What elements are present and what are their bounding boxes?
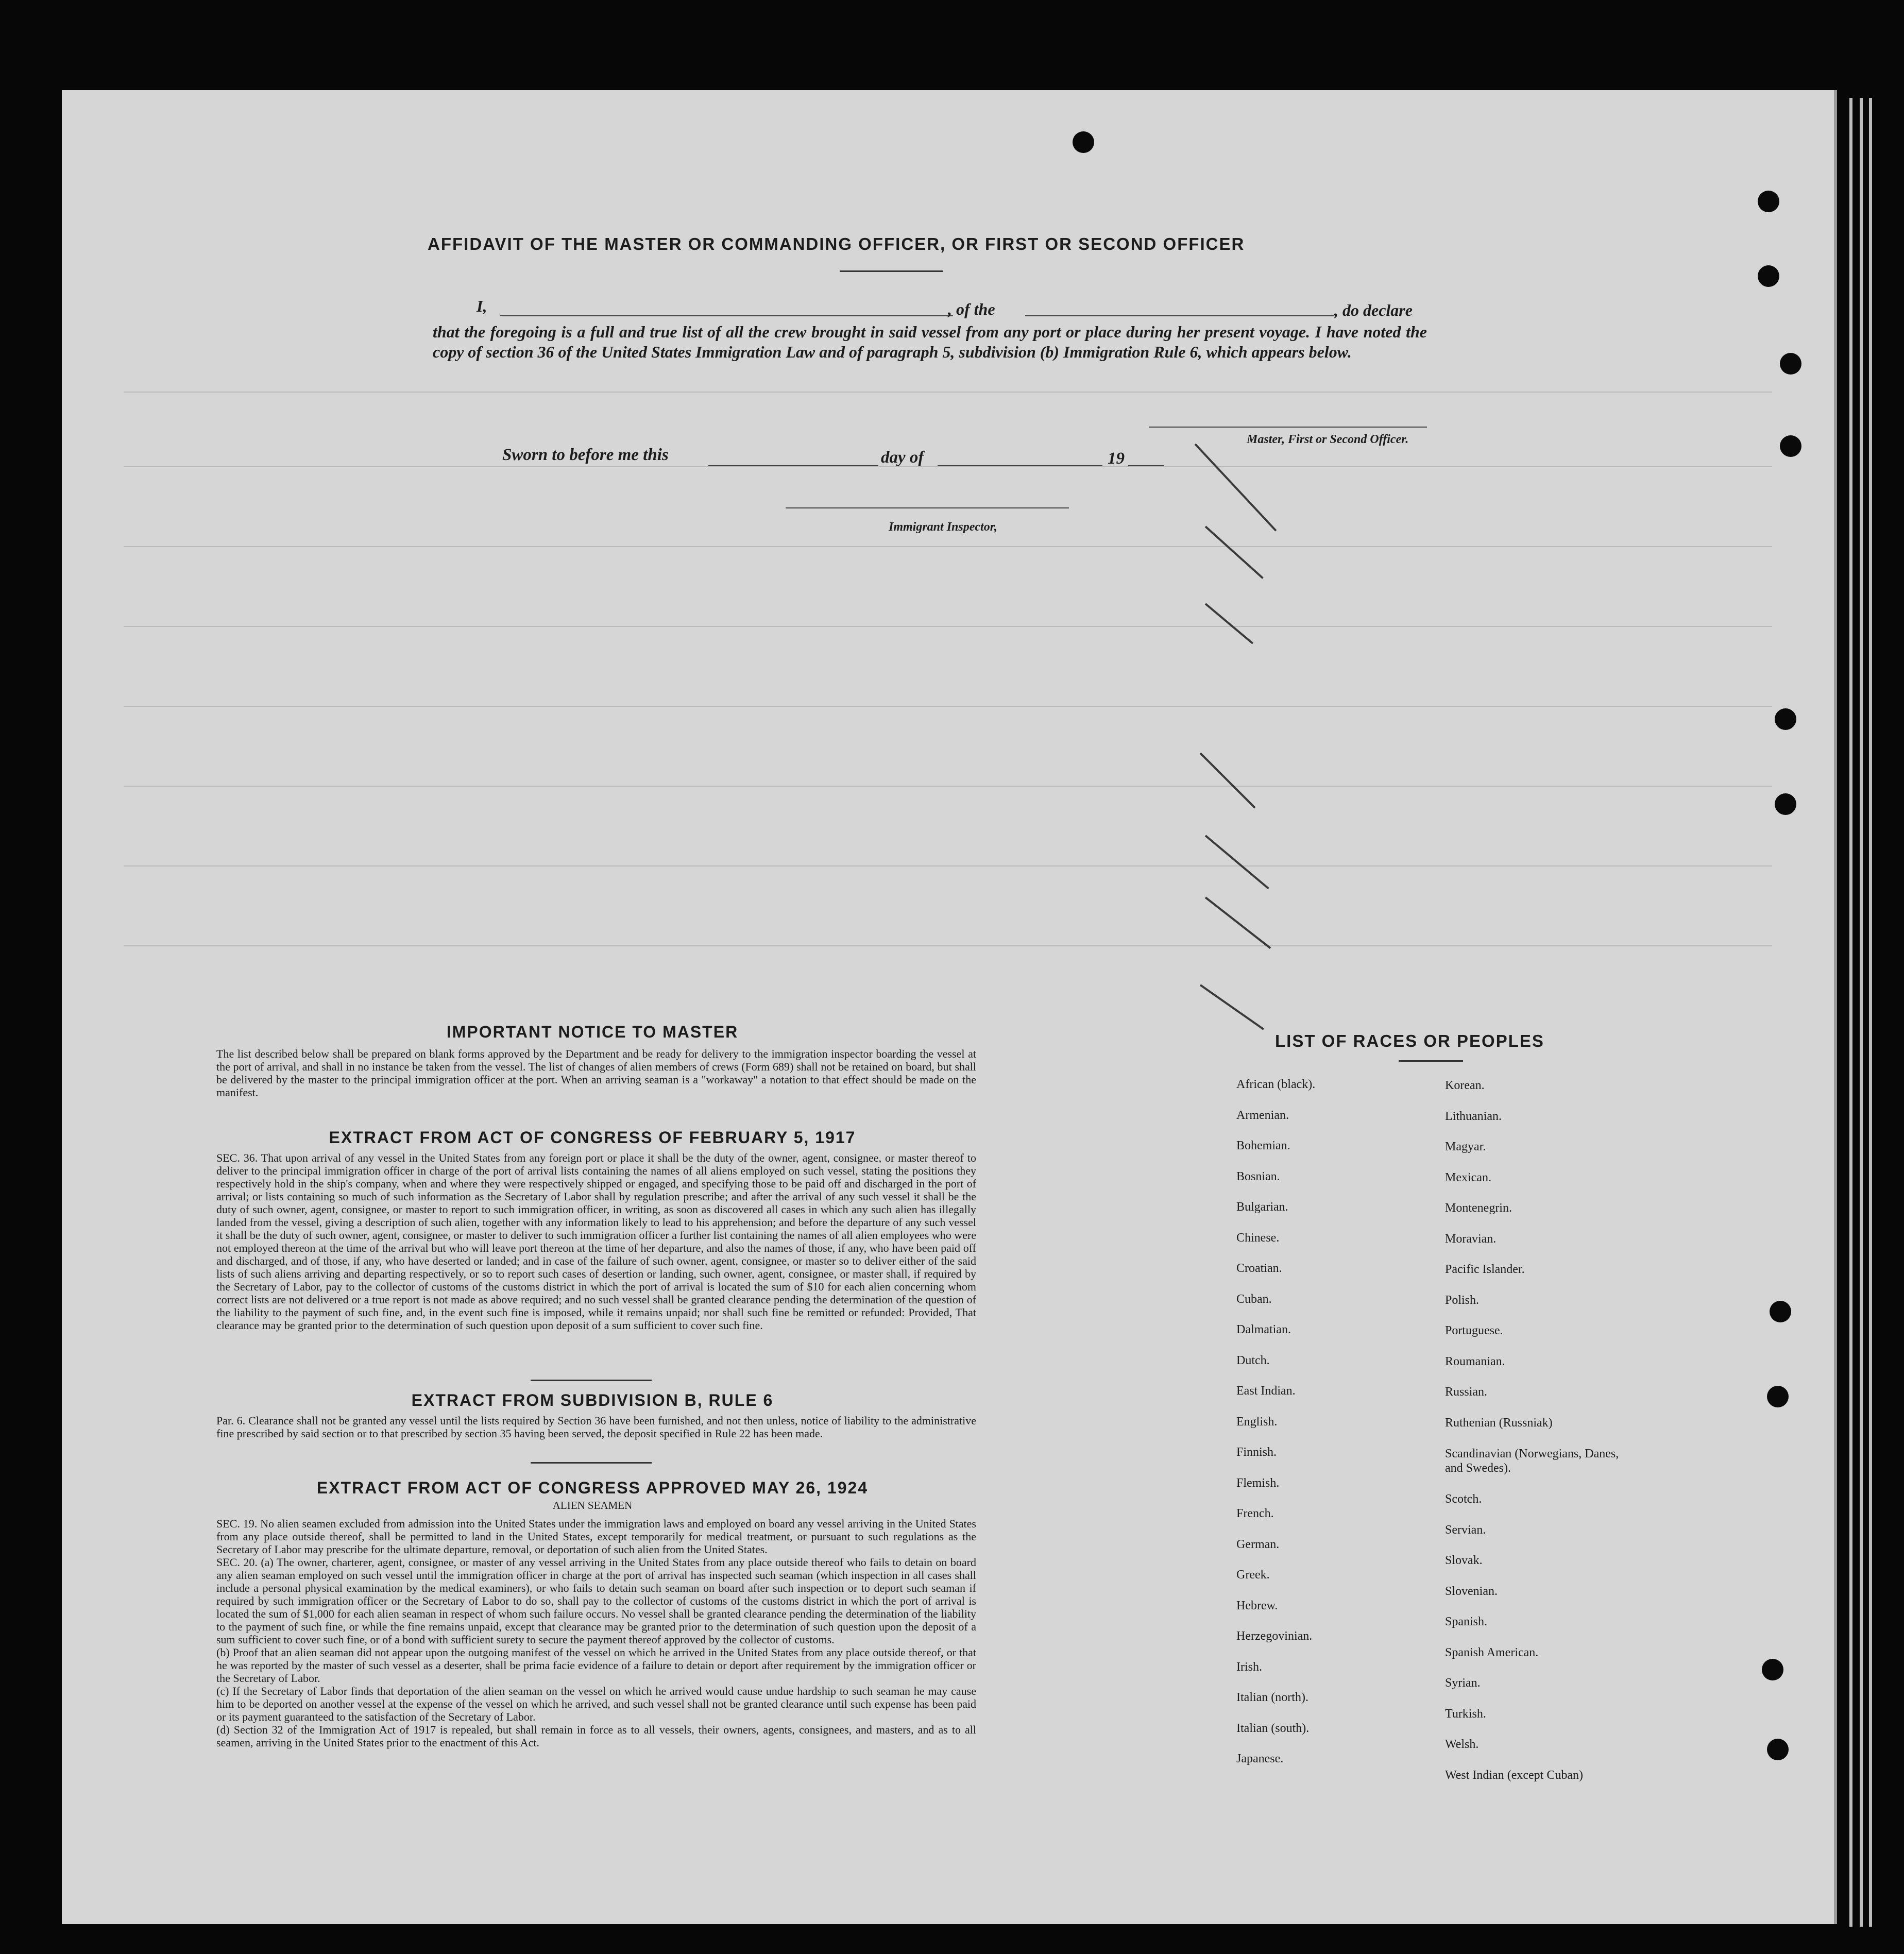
- race-item: Irish.: [1236, 1660, 1262, 1674]
- binder-hole: [1775, 793, 1796, 815]
- races-title-rule: [1399, 1060, 1463, 1062]
- race-item: West Indian (except Cuban): [1445, 1768, 1583, 1782]
- race-item: Turkish.: [1445, 1707, 1486, 1721]
- race-item: Pacific Islander.: [1445, 1263, 1525, 1276]
- inspector-signature-field[interactable]: [786, 507, 1069, 508]
- sworn-day-field[interactable]: [708, 465, 878, 466]
- binder-hole: [1767, 1386, 1789, 1407]
- race-item: Montenegrin.: [1445, 1201, 1512, 1215]
- bleed-through-line: [124, 945, 1772, 946]
- race-item: Scandinavian (Norwegians, Danes, and Swedes).: [1445, 1447, 1619, 1475]
- race-item: Chinese.: [1236, 1231, 1280, 1245]
- master-signature-field[interactable]: [1149, 427, 1427, 428]
- race-item: Slovenian.: [1445, 1584, 1498, 1598]
- races-left-column: [1236, 1078, 1422, 1783]
- race-item: Welsh.: [1445, 1738, 1479, 1751]
- alien-seamen-subtitle: ALIEN SEAMEN: [552, 1499, 633, 1511]
- binder-hole: [1775, 708, 1796, 730]
- race-item: Portuguese.: [1445, 1324, 1503, 1337]
- race-item: Moravian.: [1445, 1232, 1497, 1246]
- binder-hole: [1073, 131, 1094, 153]
- race-item: Korean.: [1445, 1079, 1485, 1092]
- sec20b-paragraph: (b) Proof that an alien seaman did not appear upon the outgoing manifest of the vessel on which he arrived in the United States from any place outside thereof, or that he was reported by the master of such vessel as a deserter, shall be prima facie evidence of a failure to detain or deport after requirement by the immigration officer or the Secretary of Labor.: [216, 1646, 976, 1685]
- binder-hole: [1780, 435, 1801, 457]
- races-title: LIST OF RACES OR PEOPLES: [1275, 1031, 1544, 1050]
- race-item: Bosnian.: [1236, 1169, 1280, 1183]
- race-item: Magyar.: [1445, 1140, 1486, 1153]
- declarant-name-field[interactable]: [500, 315, 953, 316]
- race-item: Mexican.: [1445, 1170, 1491, 1184]
- race-item: East Indian.: [1236, 1384, 1296, 1398]
- binder-hole: [1758, 191, 1779, 212]
- race-item: Croatian.: [1236, 1262, 1282, 1275]
- declarant-label: I,: [477, 297, 487, 315]
- affidavit-body: that the foregoing is a full and true list of all the crew brought in said vessel from any port or place during her present voyage. I have noted the copy of section 36 of the United States Immigration Law and of paragraph 5, subdivision (b) Immigration Rule 6, which appears below.: [433, 322, 1427, 361]
- race-item: Italian (north).: [1236, 1691, 1308, 1704]
- race-item: Dutch.: [1236, 1353, 1270, 1367]
- binder-hole: [1762, 1659, 1783, 1680]
- day-of-label: day of: [881, 448, 924, 467]
- race-item: Bohemian.: [1236, 1139, 1290, 1152]
- rule6-title: EXTRACT FROM SUBDIVISION B, RULE 6: [411, 1391, 774, 1409]
- race-item: Greek.: [1236, 1568, 1270, 1582]
- year-label: 19: [1108, 449, 1125, 468]
- race-item: French.: [1236, 1507, 1274, 1520]
- bleed-through-line: [124, 626, 1772, 627]
- binder-hole: [1758, 265, 1779, 287]
- extract-1924-title: EXTRACT FROM ACT OF CONGRESS APPROVED MAY 26, 1924: [316, 1479, 869, 1497]
- section-divider: [531, 1380, 652, 1381]
- race-item: Servian.: [1445, 1523, 1486, 1537]
- race-item: Syrian.: [1445, 1676, 1481, 1690]
- bleed-through-line: [124, 392, 1772, 393]
- race-item: German.: [1236, 1537, 1280, 1551]
- extract-1917-title: EXTRACT FROM ACT OF CONGRESS OF FEBRUARY 5, 1917: [329, 1128, 856, 1147]
- bleed-through-line: [124, 706, 1772, 707]
- sec20a-paragraph: SEC. 20. (a) The owner, charterer, agent, consignee, or master of any vessel arriving in the United States from any place outside thereof who fails to detain on board any alien seaman employed on such vessel until the immigration officer in charge at the port of arrival has inspected such seaman (which inspection in all cases shall include a personal physical examination by the medical examiners), or who fails to detain such seaman on board after such inspection or to deport such seaman if required by such immigration officer or the Secretary of Labor to do so, shall pay to the collector of customs of the customs district in which the port of arrival is located the sum of $1,000 for each alien seaman in respect of whom such failure occurs. No vessel shall be granted clearance pending the determination of the liability to the payment of such fine, or while the fine remains unpaid, except that clearance may be granted prior to the determination of such question upon the deposit of a sum sufficient to cover such fine, or of a bond with sufficient surety to secure the payment thereof approved by the collector of customs.: [216, 1556, 976, 1646]
- race-item: Japanese.: [1236, 1752, 1284, 1765]
- race-item: Slovak.: [1445, 1554, 1483, 1567]
- race-item: Hebrew.: [1236, 1599, 1278, 1612]
- race-item: Bulgarian.: [1236, 1200, 1288, 1214]
- race-item: Roumanian.: [1445, 1354, 1505, 1368]
- race-item: English.: [1236, 1415, 1278, 1429]
- sec19-paragraph: SEC. 19. No alien seamen excluded from admission into the United States under the immigration laws and employed on board any vessel arriving in the United States from any place outside thereof, shall be permitted to land in the United States, except temporarily for medical treatment, or pursuant to such regulations as the Secretary of Labor may prescribe for the ultimate departure, removal, or deportation of such alien from the United States.: [216, 1517, 976, 1556]
- sec20d-paragraph: (d) Section 32 of the Immigration Act of 1917 is repealed, but shall remain in force as to all vessels, their owners, agents, consignees, and masters, and as to all seamen, arriving in the United States prior to the enactment of this Act.: [216, 1723, 976, 1749]
- race-item: Polish.: [1445, 1293, 1480, 1307]
- extract-1917-body: SEC. 36. That upon arrival of any vessel in the United States from any foreign port or place it shall be the duty of the owner, agent, consignee, or master thereof to deliver to the principal immigration officer in charge of the port of arrival lists containing the names of all aliens employed on such vessel, stating the positions they respectively hold in the ship's company, when and where they were respectively shipped or engaged, and specifying those to be paid off and discharged in the port of arrival; or lists containing so much of such information as the Secretary of Labor shall by regulation prescribe; and after the arrival of any such vessel it shall be the duty of such owner, agent, consignee, or master to report to such immigration officer, in writing, as soon as discovered all cases in which any such alien has illegally landed from the vessel, giving a description of such alien, together with any information likely to lead to his apprehension; and before the departure of any such vessel it shall be the duty of such owner, agent, consignee, or master to deliver to such immigration officer a further list containing the names of all alien employees who were not employed thereon at the time of the arrival but who will leave port thereon at the time of her departure, and also the names of those, if any, who have been paid off and discharged, and of those, if any, who have deserted or landed; and in case of the failure of such owner, agent, consignee, or master so to deliver either of the said lists of such aliens arriving and departing respectively, or so to report such cases of desertion or landing, such owner, agent, consignee, or master shall, if required by the Secretary of Labor, pay to the collector of customs of the customs district in which the port of arrival is located the sum of $10 for each alien concerning whom correct lists are not delivered or a true report is not made as above required; and no such vessel shall be granted clearance pending the determination of the question of the liability to the payment of such fine, and, in the event such fine is imposed, while it remains unpaid; nor shall such fine be remitted or refunded: Provided, That clearance may be granted prior to the determination of such question upon deposit of a sum sufficient to cover such fine.: [216, 1151, 976, 1332]
- sworn-year-field[interactable]: [1128, 465, 1164, 466]
- race-item: Cuban.: [1236, 1292, 1272, 1306]
- race-item: Russian.: [1445, 1385, 1488, 1399]
- race-item: Flemish.: [1236, 1476, 1280, 1490]
- bleed-through-line: [124, 466, 1772, 467]
- binder-hole: [1780, 353, 1801, 375]
- race-item: Spanish American.: [1445, 1645, 1539, 1659]
- race-item: Spanish.: [1445, 1615, 1488, 1628]
- races-right-column: [1445, 1079, 1636, 1799]
- bleed-through-line: [124, 546, 1772, 547]
- notice-title: IMPORTANT NOTICE TO MASTER: [446, 1023, 739, 1041]
- binder-hole: [1770, 1301, 1791, 1322]
- master-signature-label: Master, First or Second Officer.: [1247, 433, 1409, 446]
- race-item: Italian (south).: [1236, 1721, 1310, 1735]
- race-item: Ruthenian (Russniak): [1445, 1416, 1553, 1430]
- affidavit-title: AFFIDAVIT OF THE MASTER OR COMMANDING OFFICER, OR FIRST OR SECOND OFFICER: [428, 234, 1245, 253]
- binder-hole: [1767, 1739, 1789, 1760]
- race-item: Lithuanian.: [1445, 1109, 1502, 1123]
- bleed-through-line: [124, 865, 1772, 866]
- sworn-label: Sworn to before me this: [502, 446, 669, 464]
- notice-body: The list described below shall be prepared on blank forms approved by the Department and be ready for delivery to the immigration inspector boarding the vessel at the port of arrival, and shall in no instance be taken from the vessel. The list of changes of alien members of crews (Form 689) shall not be retained on board, but shall be delivered by the master to the principal immigration officer at the port. When an arriving seaman is a "workaway" a notation to that effect should be made on the manifest.: [216, 1047, 976, 1099]
- race-item: Armenian.: [1236, 1108, 1289, 1122]
- race-item: African (black).: [1236, 1078, 1316, 1091]
- title-rule: [840, 270, 943, 272]
- sec20c-paragraph: (c) If the Secretary of Labor finds that deportation of the alien seaman on the vessel on which he arrived would cause undue hardship to such seaman he may cause him to be deported on another vessel at the expense of the vessel on which he arrived, and such vessel shall not be granted clearance until such expense has been paid or its payment guaranteed to the satisfaction of the Secretary of Labor.: [216, 1685, 976, 1723]
- race-item: Herzegovinian.: [1236, 1629, 1313, 1643]
- do-declare-label: , do declare: [1334, 301, 1413, 319]
- race-item: Dalmatian.: [1236, 1323, 1291, 1336]
- extract-1924-body: [216, 1517, 976, 1749]
- rule6-body: Par. 6. Clearance shall not be granted any vessel until the lists required by Section 36 have been furnished, and not then unless, notice of liability to the administrative fine prescribed by said section or to that prescribed by section 35 having been served, the deposit specified in Rule 22 has been made.: [216, 1414, 976, 1440]
- section-divider: [531, 1462, 652, 1464]
- sworn-month-field[interactable]: [938, 465, 1102, 466]
- vessel-name-field[interactable]: [1025, 315, 1334, 316]
- race-item: Scotch.: [1445, 1492, 1482, 1506]
- inspector-label: Immigrant Inspector,: [889, 520, 997, 534]
- bleed-through-line: [124, 786, 1772, 787]
- race-item: Finnish.: [1236, 1446, 1277, 1459]
- of-the-label: , of the: [948, 300, 995, 318]
